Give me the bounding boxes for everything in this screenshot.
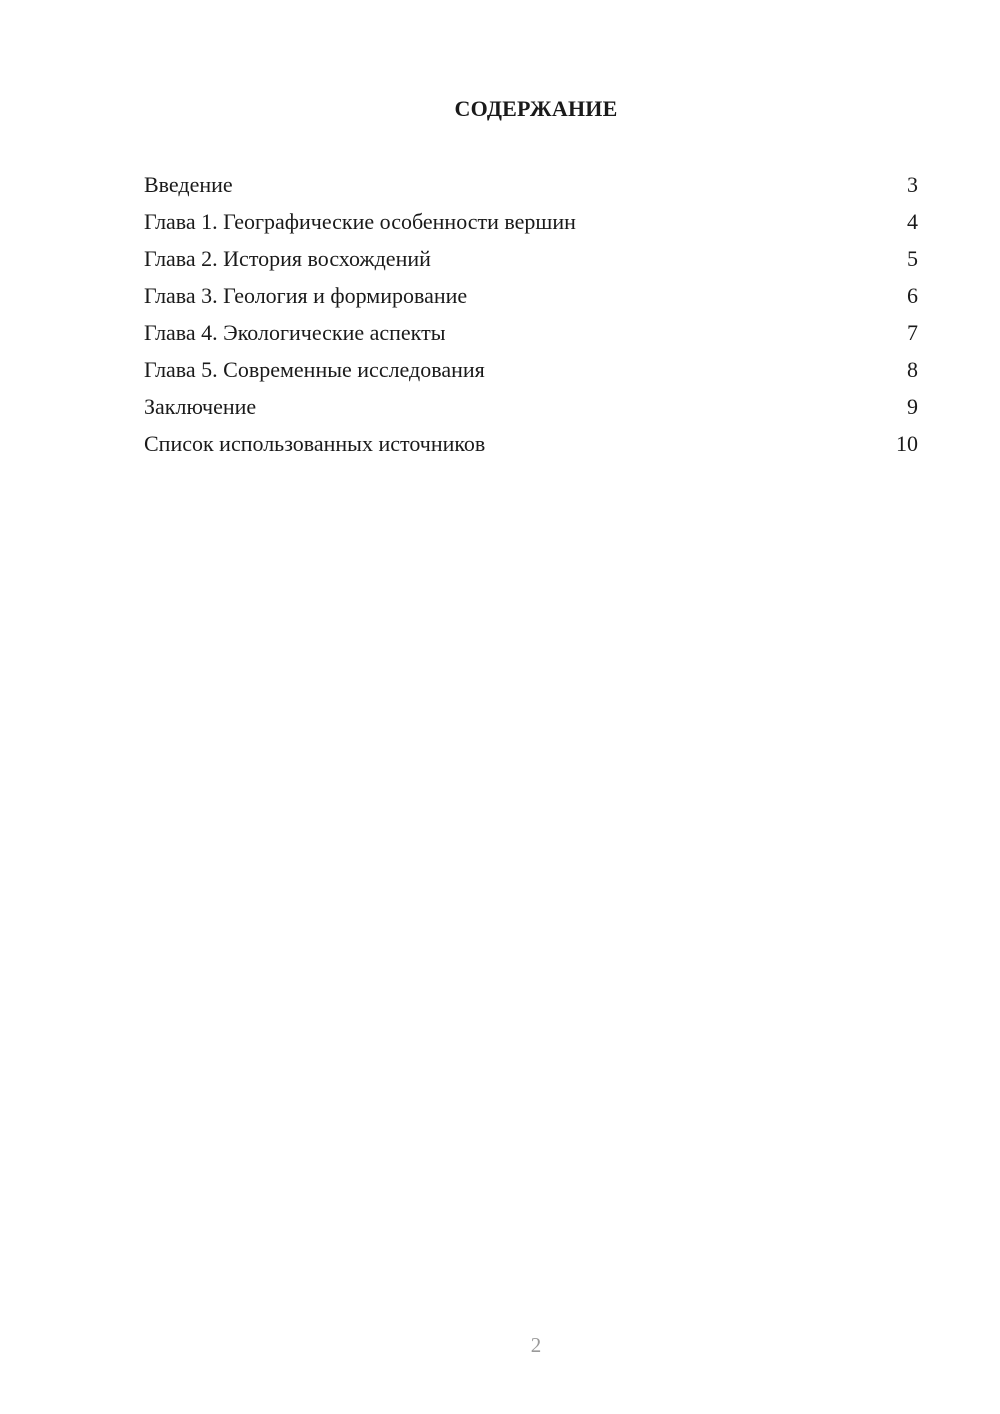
page-number: 2 <box>530 1333 542 1357</box>
toc-entry-label: Глава 1. Географические особенности вершин <box>144 209 576 234</box>
toc-entry-page-number: 10 <box>896 431 918 456</box>
toc-entry-page-number: 4 <box>907 209 918 234</box>
toc-entry-conclusion <box>144 390 918 427</box>
toc-entry-label: Глава 5. Современные исследования <box>144 357 485 382</box>
toc-entry-label: Глава 3. Геология и формирование <box>144 283 468 308</box>
toc-entry-page-number: 3 <box>907 172 918 197</box>
toc-title: СОДЕРЖАНИЕ <box>454 96 618 121</box>
toc-entry-page-number: 9 <box>907 394 918 419</box>
toc-entry-references <box>144 427 918 464</box>
toc-entry-label: Глава 4. Экологические аспекты <box>144 320 446 345</box>
toc-entry-page-number: 7 <box>907 320 918 345</box>
toc-entry-chapter-1 <box>144 205 918 242</box>
toc-entry-label: Заключение <box>144 394 257 419</box>
toc-entry-page-number: 6 <box>907 283 918 308</box>
toc-entry-chapter-3 <box>144 279 918 316</box>
toc-entry-label: Глава 2. История восхождений <box>144 246 431 271</box>
toc-entry-label: Введение <box>144 172 233 197</box>
toc-entry-chapter-2 <box>144 242 918 279</box>
toc-entry-page-number: 8 <box>907 357 918 382</box>
toc-entry-label: Список использованных источников <box>144 431 486 456</box>
toc-entry-chapter-5 <box>144 353 918 390</box>
table-of-contents <box>144 168 918 464</box>
toc-entry-chapter-4 <box>144 316 918 353</box>
toc-entry-introduction <box>144 168 918 205</box>
toc-entry-page-number: 5 <box>907 246 918 271</box>
